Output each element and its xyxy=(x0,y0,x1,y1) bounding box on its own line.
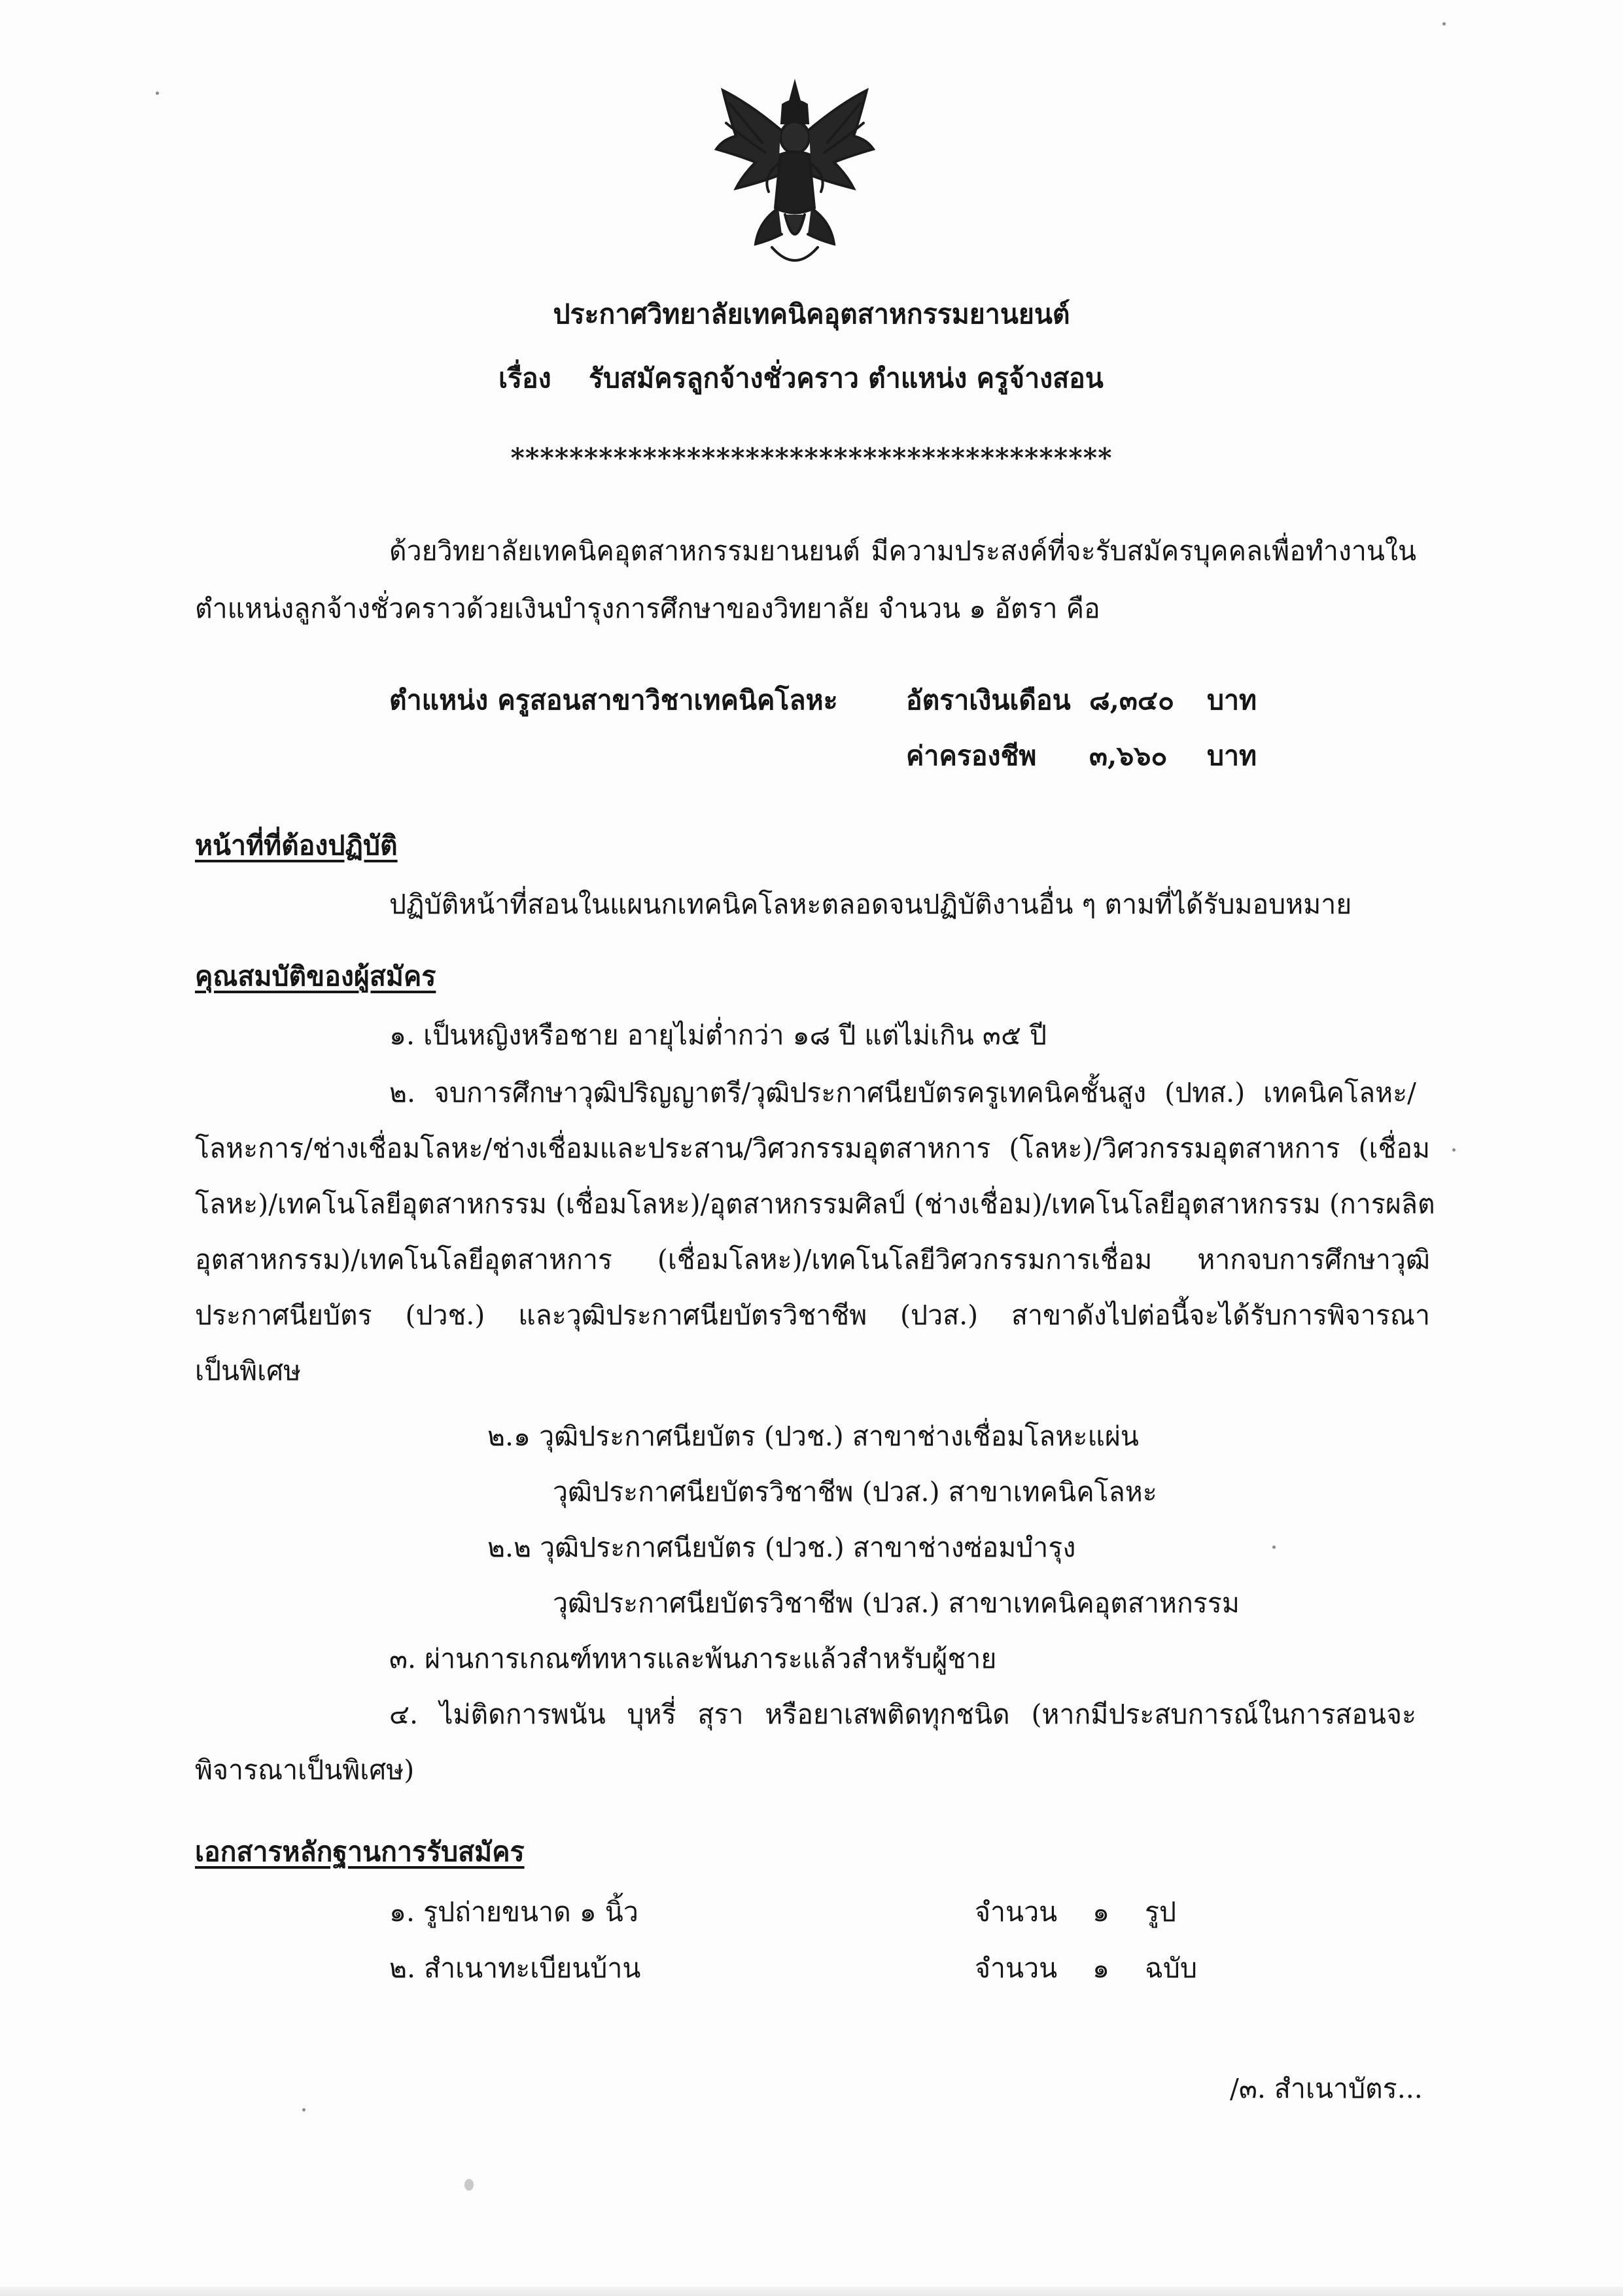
qualification-2-line-4: อุตสาหกรรม)/เทคโนโลยีอุตสาหการ (เชื่อมโลหะ)/เทคโนโลยีวิศวกรรมการเชื่อม หากจบการศึกษาวุฒิ xyxy=(195,1244,1430,1275)
document-unit: รูป xyxy=(1145,1896,1177,1928)
scan-speck xyxy=(302,2108,305,2111)
document-unit: ฉบับ xyxy=(1145,1952,1197,1984)
document-qty-label: จำนวน xyxy=(975,1952,1058,1984)
documents-heading: เอกสารหลักฐานการรับสมัคร xyxy=(195,1836,525,1867)
document-label: ๑. รูปถ่ายขนาด ๑ นิ้ว xyxy=(389,1896,638,1928)
duties-text: ปฏิบัติหน้าที่สอนในแผนกเทคนิคโลหะตลอดจนปฏิบัติงานอื่น ๆ ตามที่ได้รับมอบหมาย xyxy=(389,889,1352,920)
document-qty: ๑ xyxy=(1092,1896,1110,1928)
scan-speck xyxy=(464,2179,474,2191)
duties-heading: หน้าที่ที่ต้องปฏิบัติ xyxy=(195,830,398,861)
position-title: ตำแหน่ง ครูสอนสาขาวิชาเทคนิคโลหะ xyxy=(389,684,838,716)
cost-of-living-label: ค่าครองชีพ xyxy=(906,740,1037,771)
garuda-emblem-icon xyxy=(710,77,880,274)
cost-of-living-value: ๓,๖๖๐ xyxy=(1089,740,1168,771)
qualification-2-line-6: เป็นพิเศษ xyxy=(195,1355,302,1386)
document-qty: ๑ xyxy=(1092,1952,1110,1984)
qualification-2-2-line-2: วุฒิประกาศนียบัตรวิชาชีพ (ปวส.) สาขาเทคนิคอุตสาหกรรม xyxy=(553,1587,1240,1619)
qualification-2-2-line-1: ๒.๒ วุฒิประกาศนียบัตร (ปวช.) สาขาช่างซ่อมบำรุง xyxy=(487,1532,1076,1563)
document-qty-label: จำนวน xyxy=(975,1896,1058,1928)
scan-bottom-edge xyxy=(0,2287,1623,2296)
scan-speck xyxy=(1272,1545,1276,1549)
qualification-2-line-3: โลหะ)/เทคโนโลยีอุตสาหกรรม (เชื่อมโลหะ)/อุตสาหกรรมศิลป์ (ช่างเชื่อม)/เทคโนโลยีอุตสาหกรรม (การผลิต xyxy=(195,1188,1435,1220)
separator-line: ***************************************** xyxy=(510,442,1113,474)
document-label: ๒. สำเนาทะเบียนบ้าน xyxy=(389,1952,641,1984)
salary-label: อัตราเงินเดือน xyxy=(906,684,1071,716)
intro-line-1: ด้วยวิทยาลัยเทคนิคอุตสาหกรรมยานยนต์ มีความประสงค์ที่จะรับสมัครบุคคลเพื่อทำงานใน xyxy=(389,535,1416,567)
subject-label: เรื่อง xyxy=(498,362,551,394)
continued-marker: /๓. สำเนาบัตร... xyxy=(1230,2073,1423,2104)
scan-speck xyxy=(1452,1148,1456,1152)
qualification-2-1-line-2: วุฒิประกาศนียบัตรวิชาชีพ (ปวส.) สาขาเทคนิคโลหะ xyxy=(553,1476,1157,1508)
qualification-1: ๑. เป็นหญิงหรือชาย อายุไม่ต่ำกว่า ๑๘ ปี แต่ไม่เกิน ๓๕ ปี xyxy=(389,1019,1047,1051)
scan-speck xyxy=(156,92,159,95)
qualification-2-line-2: โลหะการ/ช่างเชื่อมโลหะ/ช่างเชื่อมและประสาน/วิศวกรรมอุตสาหการ (โลหะ)/วิศวกรรมอุตสาหการ (เชื่อม xyxy=(195,1133,1430,1164)
qualification-2-1-line-1: ๒.๑ วุฒิประกาศนียบัตร (ปวช.) สาขาช่างเชื่อมโลหะแผ่น xyxy=(487,1421,1139,1452)
qualification-2-line-1: ๒. จบการศึกษาวุฒิปริญญาตรี/วุฒิประกาศนียบัตรครูเทคนิคชั้นสูง (ปทส.) เทคนิคโลหะ/ xyxy=(389,1077,1416,1108)
qualification-2-line-5: ประกาศนียบัตร (ปวช.) และวุฒิประกาศนียบัตรวิชาชีพ (ปวส.) สาขาดังไปต่อนี้จะได้รับการพิจารณา xyxy=(195,1299,1430,1331)
cost-of-living-unit: บาท xyxy=(1207,740,1257,771)
salary-value: ๘,๓๔๐ xyxy=(1089,684,1174,716)
salary-unit: บาท xyxy=(1207,684,1257,716)
qualification-3: ๓. ผ่านการเกณฑ์ทหารและพ้นภาระแล้วสำหรับผู้ชาย xyxy=(389,1643,997,1674)
intro-line-2: ตำแหน่งลูกจ้างชั่วคราวด้วยเงินบำรุงการศึกษาของวิทยาลัย จำนวน ๑ อัตรา คือ xyxy=(195,593,1100,624)
subject-text: รับสมัครลูกจ้างชั่วคราว ตำแหน่ง ครูจ้างสอน xyxy=(589,362,1104,394)
qualifications-heading: คุณสมบัติของผู้สมัคร xyxy=(195,961,436,992)
qualification-4-line-1: ๔. ไม่ติดการพนัน บุหรี่ สุรา หรือยาเสพติดทุกชนิด (หากมีประสบการณ์ในการสอนจะ xyxy=(389,1699,1416,1730)
qualification-4-line-2: พิจารณาเป็นพิเศษ) xyxy=(195,1754,415,1786)
scan-speck xyxy=(1442,22,1446,26)
announcement-title: ประกาศวิทยาลัยเทคนิคอุตสาหกรรมยานยนต์ xyxy=(553,298,1070,330)
